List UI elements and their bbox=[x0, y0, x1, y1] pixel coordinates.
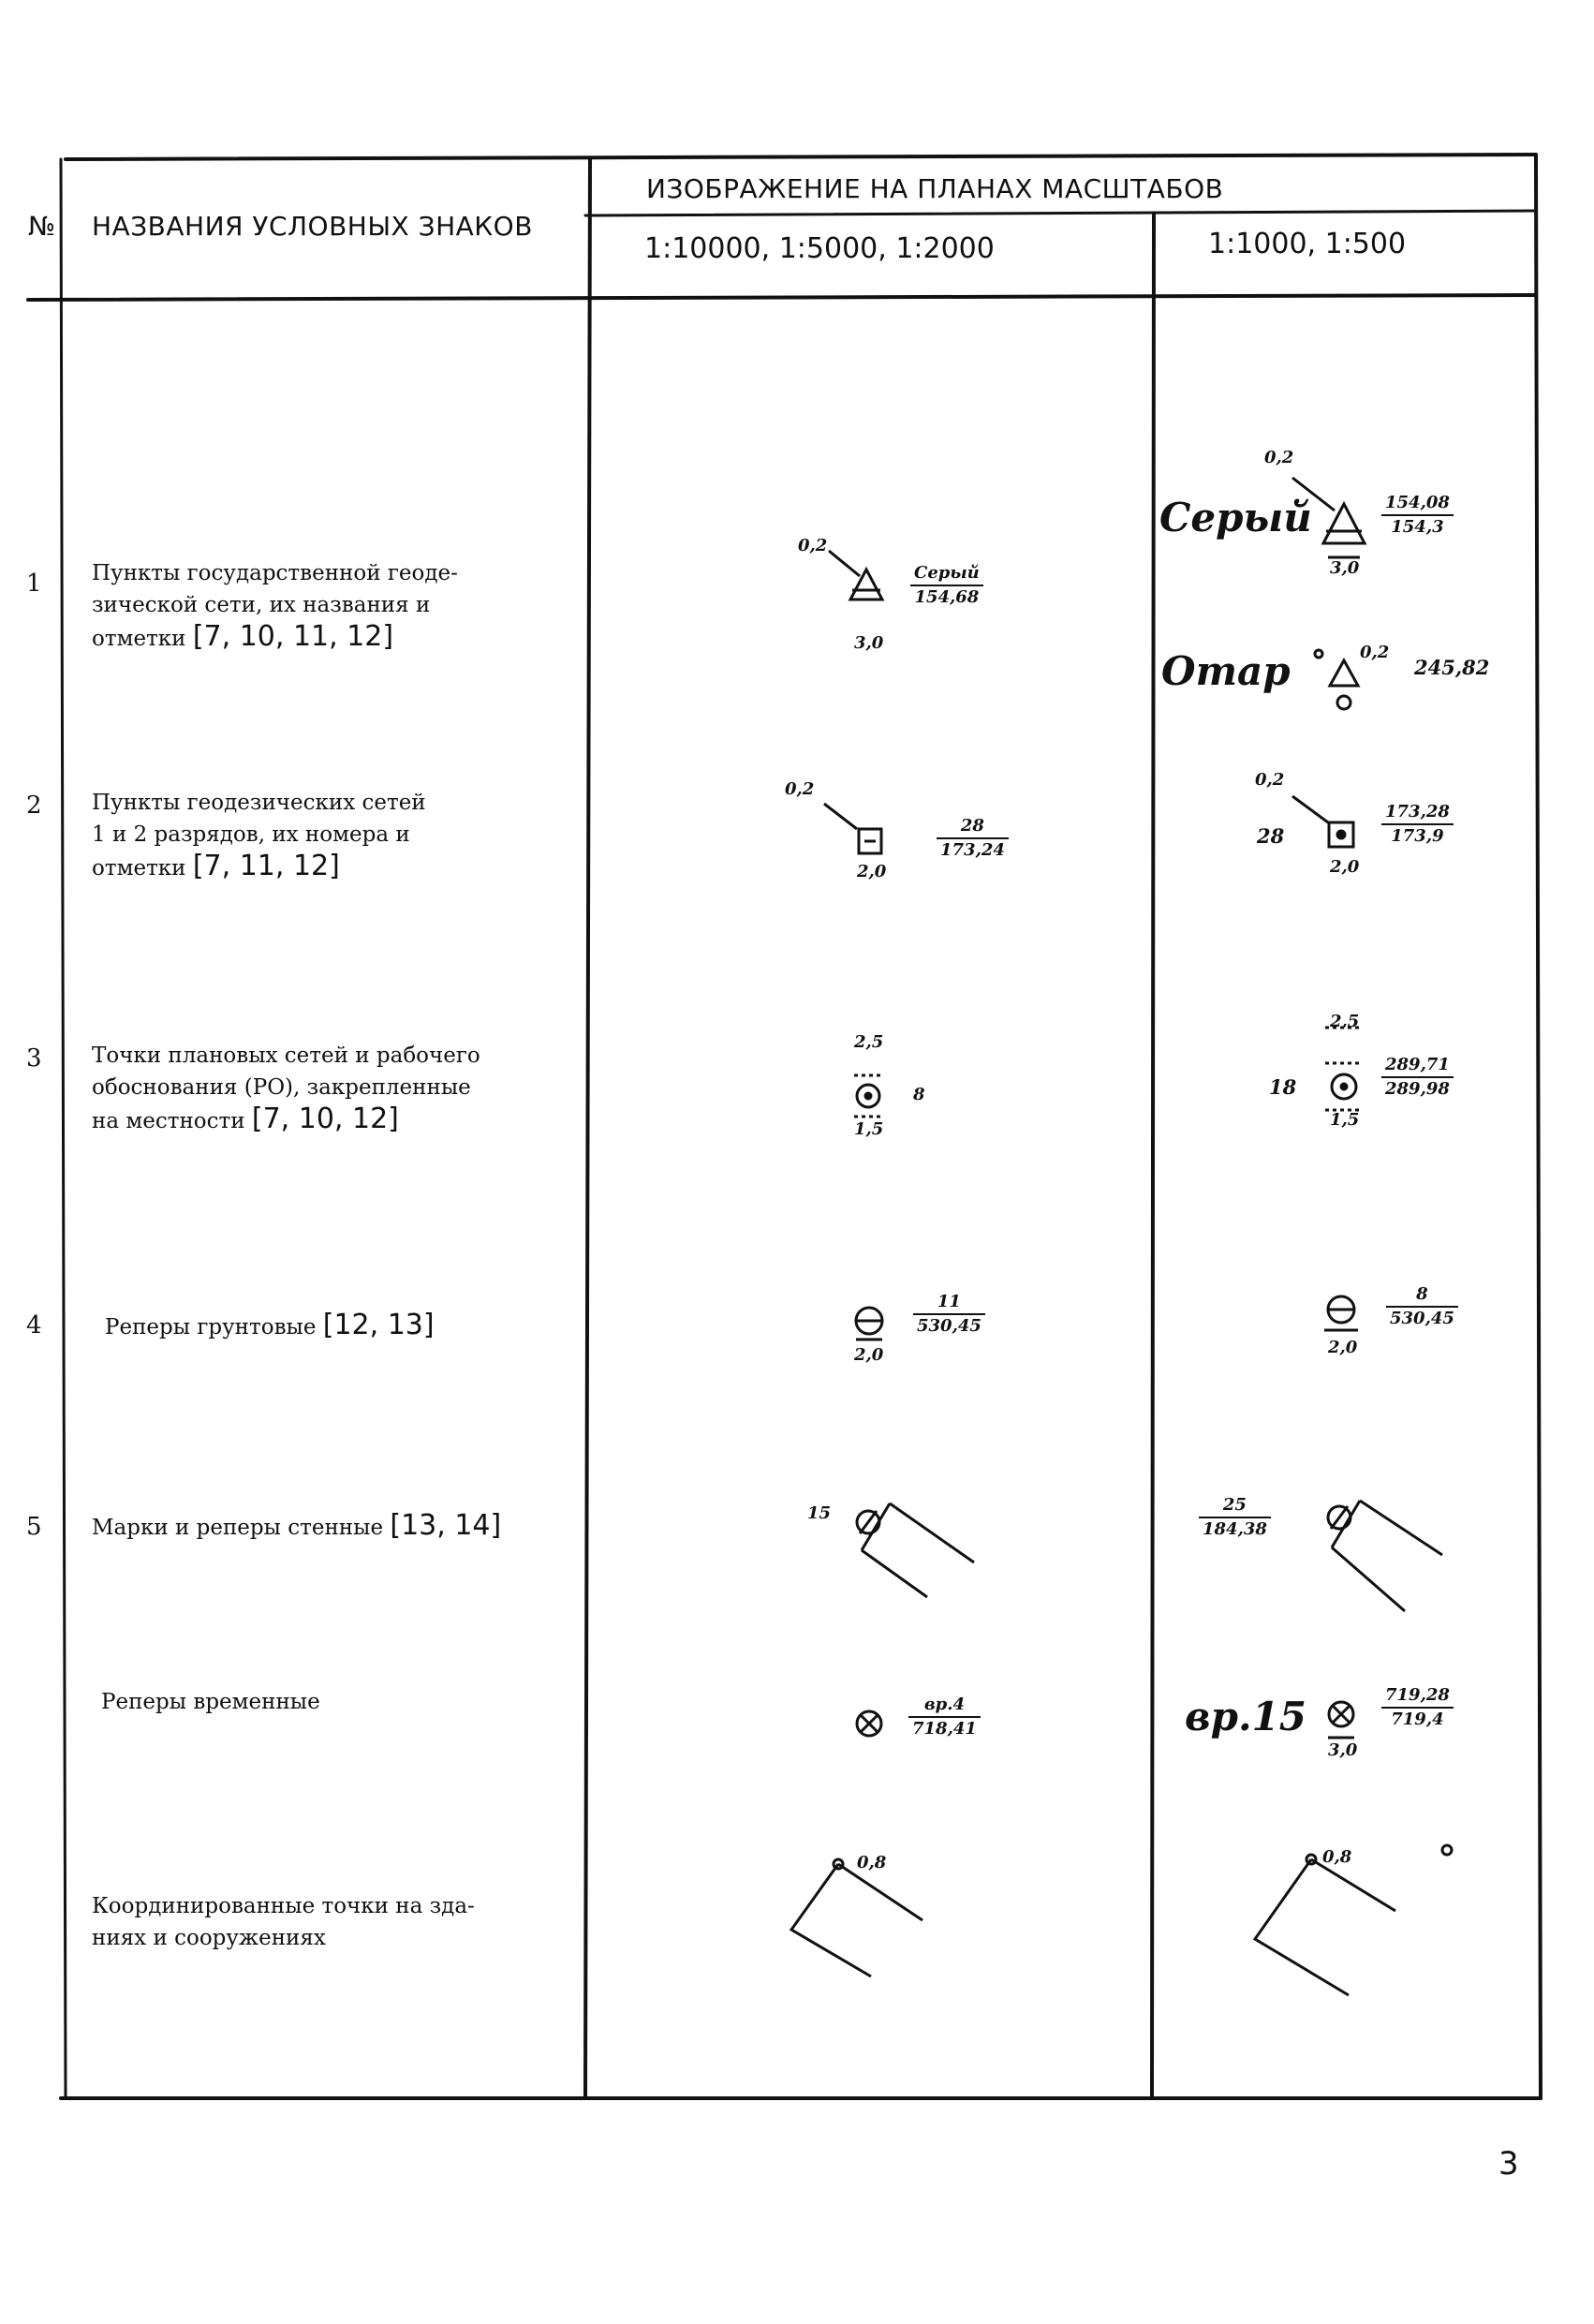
row-number: 3 bbox=[26, 1044, 42, 1073]
point-name-elevation: Серый 154,68 bbox=[910, 562, 983, 609]
benchmark-number-elevation: $\frac{11}{530,45}$ bbox=[913, 1291, 985, 1338]
point-number-label: 18 bbox=[1269, 1075, 1297, 1099]
elevation-fraction: $\frac{173,28}{173,9}$ bbox=[1381, 801, 1454, 848]
page-number: 3 bbox=[1498, 2145, 1519, 2183]
elevation-fraction: $\frac{154,08}{154,3}$ bbox=[1381, 492, 1454, 539]
dimension-label: 1,5 bbox=[854, 1119, 884, 1139]
building-point-icon bbox=[791, 1859, 922, 1976]
dimension-label: 0,8 bbox=[857, 1853, 887, 1873]
row-number: 5 bbox=[26, 1513, 42, 1541]
ground-benchmark-icon bbox=[856, 1308, 882, 1340]
column-name-header: НАЗВАНИЯ УСЛОВНЫХ ЗНАКОВ bbox=[92, 211, 533, 242]
dimension-label: 0,2 bbox=[785, 779, 815, 799]
point-number-elevation: $\frac{28}{173,24}$ bbox=[937, 815, 1009, 862]
benchmark-number-elevation: $\frac{8}{530,45}$ bbox=[1386, 1283, 1458, 1330]
row-name: Пункты геодезических сетей 1 и 2 разрядов, их номера и отметки [7, 11, 12] bbox=[92, 791, 426, 882]
dimension-label: 0,8 bbox=[1322, 1847, 1352, 1867]
survey-network-point-large-icon bbox=[1292, 796, 1353, 847]
benchmark-number-label: вр.15 bbox=[1185, 1694, 1307, 1739]
ground-benchmark-large-icon bbox=[1324, 1296, 1358, 1330]
mark-number-elevation: $\frac{25}{184,38}$ bbox=[1199, 1494, 1271, 1541]
elevation-fraction: $\frac{719,28}{719,4}$ bbox=[1381, 1684, 1454, 1731]
temporary-benchmark-icon bbox=[857, 1711, 881, 1736]
traverse-point-icon bbox=[854, 1075, 882, 1117]
row-name: Марки и реперы стенные [13, 14] bbox=[92, 1509, 502, 1542]
dimension-label: 2,5 bbox=[1330, 1012, 1360, 1031]
scale-small-header: 1:10000, 1:5000, 1:2000 bbox=[644, 232, 995, 265]
dimension-label: 1,5 bbox=[1330, 1110, 1360, 1130]
row-name: Реперы временные bbox=[101, 1690, 320, 1714]
temporary-benchmark-large-icon bbox=[1328, 1702, 1354, 1738]
row-number: 2 bbox=[26, 792, 42, 820]
point-name-label: Серый bbox=[1159, 495, 1312, 540]
dimension-label: 3,0 bbox=[854, 633, 884, 653]
column-number-header: № bbox=[28, 211, 56, 242]
elevation-value: 245,82 bbox=[1414, 656, 1490, 679]
dimension-label: 0,2 bbox=[798, 536, 828, 555]
point-number-label: 28 bbox=[1257, 824, 1285, 848]
dimension-label: 0,2 bbox=[1255, 770, 1285, 790]
row-name: Точки плановых сетей и рабочего обоснования (РО), закрепленные на местности [7, 10, 12] bbox=[92, 1044, 480, 1135]
elevation-fraction: $\frac{289,71}{289,98}$ bbox=[1381, 1054, 1454, 1101]
building-point-large-icon bbox=[1255, 1855, 1395, 1995]
dimension-label: 3,0 bbox=[1328, 1740, 1358, 1760]
dimension-label: 0,2 bbox=[1360, 643, 1390, 662]
dimension-label: 3,0 bbox=[1330, 558, 1360, 578]
wall-mark-icon bbox=[857, 1503, 974, 1597]
point-number-label: 8 bbox=[913, 1085, 925, 1104]
geodetic-point-icon bbox=[829, 551, 882, 600]
wall-mark-large-icon bbox=[1328, 1501, 1442, 1611]
traverse-point-large-icon bbox=[1325, 1028, 1363, 1110]
row-name: Пункты государственной геоде- зической сети, их названия и отметки [7, 10, 11, 12] bbox=[92, 561, 458, 653]
dimension-label: 0,2 bbox=[1264, 448, 1294, 467]
dimension-label: 2,5 bbox=[854, 1032, 884, 1052]
row-name: Координированные точки на зда- ниях и сооружениях bbox=[92, 1894, 475, 1950]
named-point-icon bbox=[1315, 650, 1358, 709]
column-image-header: ИЗОБРАЖЕНИЕ НА ПЛАНАХ МАСШТАБОВ bbox=[646, 173, 1224, 204]
dimension-label: 2,0 bbox=[1328, 1338, 1358, 1357]
dimension-label: 2,0 bbox=[1330, 857, 1360, 877]
scale-large-header: 1:1000, 1:500 bbox=[1208, 228, 1407, 260]
dimension-label: 2,0 bbox=[854, 1345, 884, 1365]
row-number: 1 bbox=[26, 570, 42, 598]
row-name: Реперы грунтовые [12, 13] bbox=[105, 1309, 435, 1341]
dimension-label: 2,0 bbox=[857, 862, 887, 881]
benchmark-number-elevation: вр.4 718,41 bbox=[908, 1694, 981, 1740]
survey-network-point-icon bbox=[824, 804, 881, 853]
mark-number-label: 15 bbox=[807, 1503, 832, 1523]
point-name-label: Отар bbox=[1161, 648, 1291, 694]
row-number: 4 bbox=[26, 1311, 42, 1340]
